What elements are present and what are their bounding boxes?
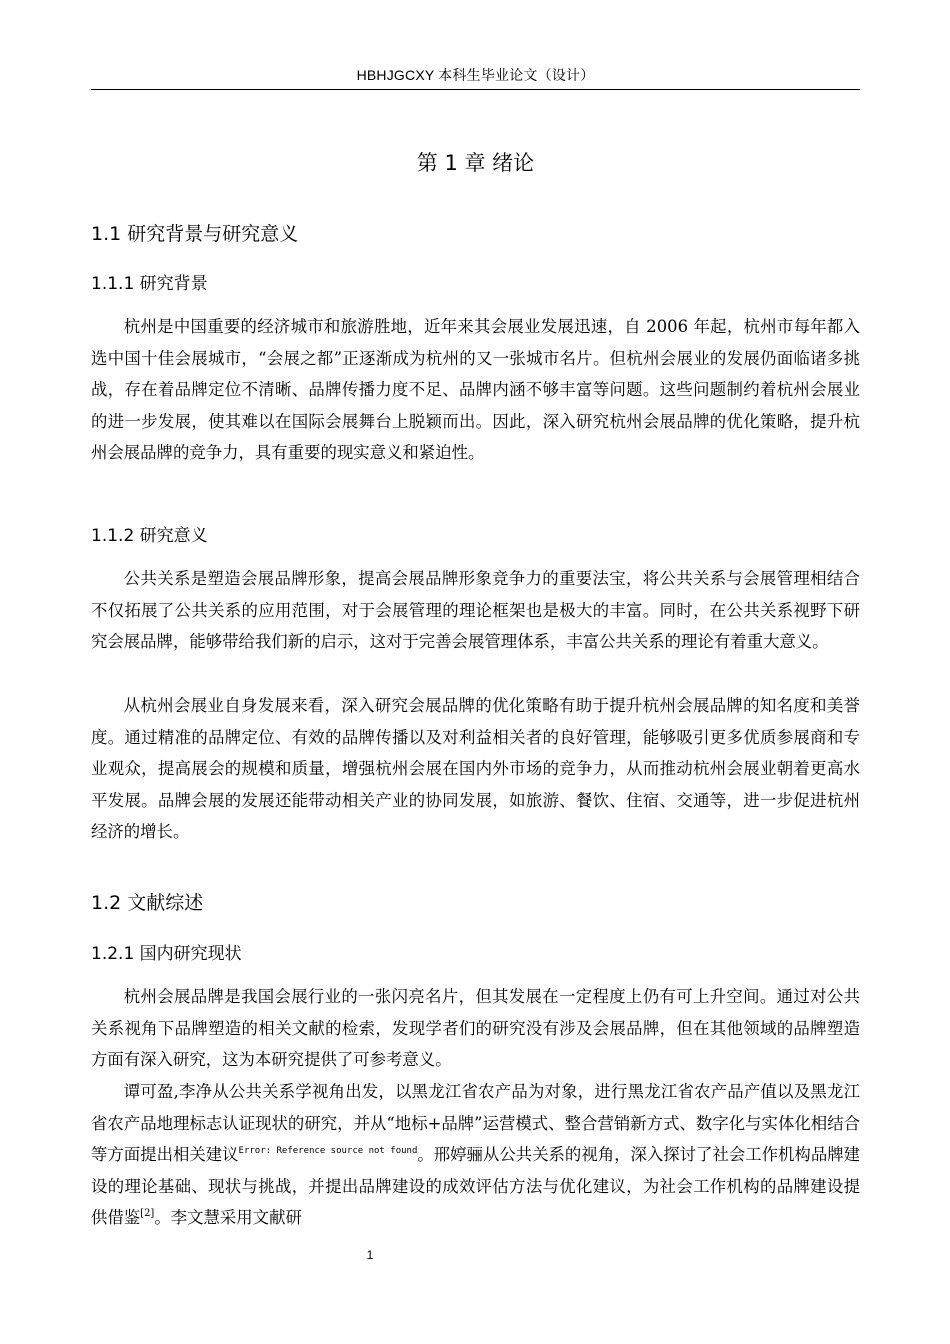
section-heading-1-2: 1.2 文献综述 bbox=[91, 892, 204, 914]
section-heading-1-1: 1.1 研究背景与研究意义 bbox=[91, 223, 299, 245]
paragraph-research-background: 杭州是中国重要的经济城市和旅游胜地，近年来其会展业发展迅速，自 2006 年起，杭州市每年都入选中国十佳会展城市，“会展之都”正逐渐成为杭州的又一张城市名片。但杭州会展业的发展仍面临诸多挑战，存在着品牌定位不清晰、品牌传播力度不足、品牌内涵不够丰富等问题。这些问题制约着杭州会展业的进一步发展，使其难以在国际会展舞台上脱颖而出。因此，深入研究杭州会展品牌的优化策略，提升杭州会展品牌的竞争力，具有重要的现实意义和紧迫性。 bbox=[91, 317, 860, 463]
subsection-heading-1-1-2: 1.1.2 研究意义 bbox=[91, 526, 208, 546]
paragraph-text: 谭可盈,李净从公共关系学视角出发，以黑龙江省农产品为对象，进行黑龙江省农产品产值以及黑龙江省农产品地理标志认证现状的研究，并从“地标+品牌”运营模式、整合营销新方式、数字化与实体化相结合等方面提出相关建议 bbox=[91, 1082, 860, 1165]
paragraph-domestic-research-2 bbox=[91, 1076, 860, 1234]
page-number: 1 bbox=[366, 1248, 374, 1262]
citation-link[interactable]: [2] bbox=[140, 1208, 155, 1220]
subsection-heading-1-1-1: 1.1.1 研究背景 bbox=[91, 274, 208, 294]
paragraph-text: 。邢婷骊从公共关系的视角，深入探讨了社会工作机构品牌建设的理论基础、现状与挑战，并提出品牌建设的成效评估方法与优化建议，为社会工作机构的品牌建设提供借鉴 bbox=[91, 1145, 861, 1228]
paragraph-significance-1: 公共关系是塑造会展品牌形象，提高会展品牌形象竞争力的重要法宝，将公共关系与会展管理相结合不仅拓展了公共关系的应用范围，对于会展管理的理论框架也是极大的丰富。同时，在公共关系视野下研究会展品牌，能够带给我们新的启示，这对于完善会展管理体系，丰富公共关系的理论有着重大意义。 bbox=[91, 569, 860, 652]
subsection-heading-1-2-1: 1.2.1 国内研究现状 bbox=[91, 944, 242, 964]
chapter-title: 第 1 章 绪论 bbox=[416, 151, 535, 175]
paragraph-domestic-research-1: 杭州会展品牌是我国会展行业的一张闪亮名片，但其发展在一定程度上仍有可上升空间。通过对公共关系视角下品牌塑造的相关文献的检索，发现学者们的研究没有涉及会展品牌，但在其他领域的品牌塑造方面有深入研究，这为本研究提供了可参考意义。 bbox=[91, 987, 860, 1070]
header-rule bbox=[91, 89, 860, 90]
running-header: HBHJGCXY 本科生毕业论文（设计） bbox=[356, 67, 595, 83]
paragraph-text: 。李文慧采用文献研 bbox=[154, 1208, 302, 1228]
reference-error: Error: Reference source not found bbox=[238, 1146, 418, 1157]
paragraph-significance-2: 从杭州会展业自身发展来看，深入研究会展品牌的优化策略有助于提升杭州会展品牌的知名度和美誉度。通过精准的品牌定位、有效的品牌传播以及对利益相关者的良好管理，能够吸引更多优质参展商和专业观众，提高展会的规模和质量，增强杭州会展在国内外市场的竞争力，从而推动杭州会展业朝着更高水平发展。品牌会展的发展还能带动相关产业的协同发展，如旅游、餐饮、住宿、交通等，进一步促进杭州经济的增长。 bbox=[91, 696, 860, 842]
